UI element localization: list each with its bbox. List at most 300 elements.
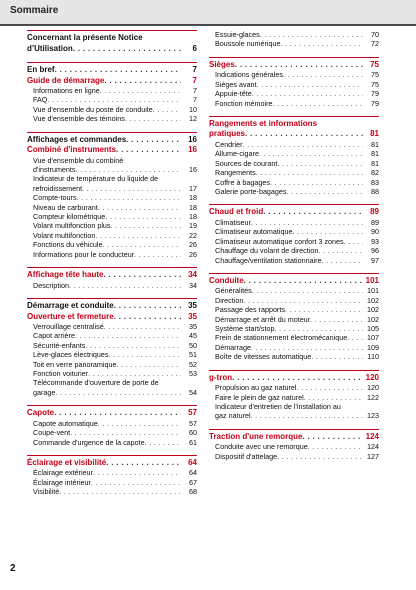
toc-section [209,57,379,108]
toc-entry[interactable] [27,240,197,249]
toc-page-number: 54 [189,387,197,397]
toc-leader-dots [85,341,181,350]
toc-entry-title: Ouverture et fermeture [27,311,114,321]
toc-entry-title: Direction [215,295,244,305]
toc-page-number: 50 [189,340,197,350]
toc-entry-title: Coupe-vent [33,428,71,438]
toc-entry[interactable] [27,95,197,104]
toc-entry[interactable] [209,246,379,255]
toc-leader-dots [125,114,181,123]
toc-entry[interactable] [27,184,197,193]
toc-leader-dots [232,373,363,384]
toc-leader-dots [243,296,363,305]
toc-entry-title: Indicateur d'entretien de l'installation au [215,401,341,411]
toc-leader-dots [59,487,181,496]
toc-leader-dots [134,250,181,259]
toc-leader-dots [270,178,363,187]
toc-section [209,370,379,421]
toc-section [27,62,197,124]
toc-entry-title: Informations en ligne [33,86,100,95]
toc-entry-title: Verrouillage centralisé [33,322,104,331]
toc-page-number: 22 [189,230,197,240]
toc-page-number: 102 [367,295,379,305]
toc-entry-title: Conduite avec une remorque [215,442,308,452]
toc-page-number: 35 [188,301,197,310]
toc-entry-title: Télécommande d'ouverture de porte de [33,378,159,388]
toc-entry-title: Rangements [215,168,256,178]
toc-page-number: 7 [193,95,197,105]
toc-entry-title: Sources de courant [215,158,278,168]
toc-entry[interactable] [27,156,197,165]
toc-right-column [209,30,379,461]
toc-chapter-heading[interactable] [27,301,197,312]
toc-leader-dots [106,458,181,469]
toc-page-number: 120 [367,383,379,393]
toc-page-number: 97 [371,255,379,265]
toc-page-number: 81 [371,149,379,159]
toc-page-number: 64 [188,457,197,467]
toc-entry-title: Volant multifonction plus [33,221,111,231]
toc-leader-dots [318,246,363,255]
toc-chapter-heading[interactable] [209,129,379,140]
toc-page-number: 89 [371,217,379,227]
toc-entry-title: Climatiseur automatique confort 3 zones [215,236,344,246]
toc-entry[interactable] [209,315,379,324]
toc-chapter-heading[interactable] [27,270,197,281]
toc-page-number: 64 [189,468,197,478]
toc-page-number: 70 [371,30,379,39]
toc-page-number: 102 [367,305,379,315]
toc-entry[interactable] [27,428,197,437]
toc-entry-title: Description [33,280,69,290]
toc-chapter-heading[interactable] [27,76,197,87]
toc-entry[interactable] [27,114,197,123]
toc-entry[interactable] [209,393,379,402]
toc-leader-dots [91,478,181,487]
toc-page-number: 6 [192,43,197,53]
toc-entry[interactable] [27,331,197,340]
toc-entry-title: Frein de stationnement électromécanique [215,333,348,343]
toc-page-number: 35 [189,322,197,331]
toc-page-number: 72 [371,39,379,49]
toc-entry-title: Indications générales [215,70,283,80]
toc-entry[interactable] [209,168,379,177]
toc-entry-title: Fonction voiturier [33,369,89,379]
toc-leader-dots [244,276,363,287]
toc-leader-dots [54,408,181,419]
toc-page-number: 110 [367,352,379,362]
toc-entry[interactable] [209,256,379,265]
toc-page-number: 18 [189,212,197,222]
toc-entry-title: Boîte de vitesses automatique [215,352,312,362]
toc-entry-title: Conduite [209,275,244,285]
toc-entry[interactable] [209,30,379,39]
toc-leader-dots [273,99,363,108]
toc-page-number: 81 [371,158,379,168]
toc-entry-title: Démarrage et arrêt du moteur [215,314,311,324]
toc-leader-dots [76,165,181,174]
toc-page-number: 67 [189,477,197,487]
toc-entry[interactable] [209,227,379,236]
toc-chapter-heading[interactable] [27,145,197,156]
toc-leader-dots [277,452,363,461]
toc-page-number: 26 [189,249,197,259]
toc-leader-dots [252,89,363,98]
toc-leader-dots [114,312,181,323]
toc-entry[interactable] [27,438,197,447]
toc-page-number: 93 [371,236,379,246]
toc-entry[interactable] [27,360,197,369]
toc-leader-dots [55,388,181,397]
toc-leader-dots [126,135,181,146]
toc-entry[interactable] [27,105,197,114]
toc-entry[interactable] [27,478,197,487]
toc-entry-title: Vue d'ensemble du poste de conduite [33,104,153,114]
toc-leader-dots [260,30,363,39]
toc-leader-dots [252,286,363,295]
toc-leader-dots [281,39,363,48]
toc-section [209,429,379,461]
toc-page-number: 124 [365,431,379,441]
toc-entry-title: Toit en verre panoramique [33,359,117,369]
toc-entry[interactable] [27,221,197,230]
toc-leader-dots [73,44,181,55]
toc-page-number: 81 [371,139,379,149]
toc-leader-dots [98,203,181,212]
toc-entry-title: Éclairage et visibilité [27,457,107,467]
toc-entry[interactable] [209,402,379,411]
toc-leader-dots [302,432,363,443]
toc-entry-title: Généralités [215,286,252,296]
toc-chapter-heading[interactable] [209,276,379,287]
toc-page-number: 101 [365,275,379,285]
toc-page-number: 16 [188,145,197,155]
toc-leader-dots [98,419,181,428]
toc-leader-dots [347,333,363,342]
toc-page-number: 7 [192,65,197,74]
toc-entry[interactable] [27,250,197,259]
toc-page-number: 12 [189,114,197,124]
toc-entry[interactable] [27,281,197,290]
toc-entry[interactable] [209,39,379,48]
toc-entry[interactable] [27,341,197,350]
toc-entry-title: Chaud et froid [209,207,264,217]
toc-section [27,455,197,497]
toc-page-number: 35 [188,311,197,321]
toc-page-number: 101 [367,286,379,296]
toc-entry-title: g-tron [209,372,233,382]
toc-page-number: 18 [189,193,197,203]
toc-entry[interactable] [209,383,379,392]
toc-page-number: 122 [367,392,379,402]
toc-leader-dots [287,187,363,196]
toc-entry-title: Affichage tête haute [27,270,104,280]
toc-page-number: 18 [189,202,197,212]
header-bar [0,0,416,26]
toc-chapter-heading[interactable] [209,373,379,384]
toc-leader-dots [275,324,363,333]
toc-entry[interactable] [27,231,197,240]
toc-leader-dots [322,256,363,265]
toc-left-column [27,30,197,497]
toc-page-number: 7 [192,75,197,85]
toc-page-number: 57 [189,418,197,428]
toc-leader-dots [277,159,363,168]
page-title: Sommaire [10,5,59,16]
toc-entry-title: Climatiseur [215,217,251,227]
toc-leader-dots [104,322,181,331]
toc-entry-title: FAQ [33,95,48,105]
toc-entry[interactable] [27,322,197,331]
toc-leader-dots [153,105,181,114]
toc-leader-dots [88,369,181,378]
toc-leader-dots [70,428,181,437]
toc-entry-title: Éclairage intérieur [33,477,91,487]
toc-chapter-heading[interactable] [27,408,197,419]
toc-page-number: 83 [371,177,379,187]
toc-entry-title: Coffre à bagages [215,177,271,187]
toc-leader-dots [251,411,363,420]
toc-section [209,30,379,49]
toc-entry[interactable] [209,178,379,187]
toc-page-number: 120 [365,372,379,382]
toc-entry[interactable] [27,369,197,378]
toc-entry[interactable] [209,411,379,420]
toc-entry[interactable] [27,203,197,212]
toc-entry[interactable] [209,333,379,342]
toc-entry-title: gaz naturel [215,411,251,421]
toc-page-number: 107 [367,333,379,343]
toc-entry-title: Visibilité [33,487,60,497]
toc-entry[interactable] [209,352,379,361]
toc-entry-title: Informations pour le conducteur [33,249,135,259]
toc-page-number: 82 [371,168,379,178]
toc-entry-title: Compteur kilométrique [33,212,106,222]
toc-page-number: 53 [189,369,197,379]
toc-leader-dots [100,86,181,95]
toc-entry-title: Vue d'ensemble du combiné [33,155,124,165]
toc-section [27,267,197,290]
toc-entry[interactable] [209,296,379,305]
toc-entry[interactable] [209,452,379,461]
toc-page-number: 102 [367,314,379,324]
toc-entry-title: Niveau de carburant [33,202,98,212]
toc-entry[interactable] [209,343,379,352]
toc-leader-dots [109,350,181,359]
toc-entry[interactable] [27,388,197,397]
toc-page-number: 52 [189,359,197,369]
toc-section [209,273,379,362]
toc-leader-dots [263,207,363,218]
toc-entry[interactable] [27,165,197,174]
toc-entry[interactable] [209,305,379,314]
toc-entry[interactable] [27,212,197,221]
toc-page-number: 81 [370,129,379,139]
toc-entry[interactable] [209,149,379,158]
toc-leader-dots [114,301,181,312]
toc-entry-title: Essuie-glaces [215,30,260,39]
toc-entry-title: Sécurité-enfants [33,340,86,350]
toc-entry-title: refroidissement [33,183,83,193]
toc-entry-title: d’Utilisation [27,43,73,53]
toc-chapter-heading[interactable] [27,458,197,469]
toc-leader-dots [103,240,181,249]
toc-entry-title: En bref [27,65,55,74]
toc-page-number: 79 [371,89,379,99]
toc-entry[interactable] [27,378,197,387]
toc-entry[interactable] [209,237,379,246]
toc-entry-title: Sièges [209,59,235,69]
toc-entry[interactable] [27,174,197,183]
toc-page-number: 88 [371,186,379,196]
toc-chapter-heading[interactable] [209,207,379,218]
toc-page-number: 124 [367,442,379,452]
toc-entry[interactable] [209,187,379,196]
toc-chapter-heading[interactable] [27,44,197,55]
toc-entry-title: Rangements et informations [209,118,318,128]
toc-entry-title: Affichages et commandes [27,134,127,144]
toc-leader-dots [251,343,363,352]
toc-section [27,298,197,397]
toc-leader-dots [55,65,181,76]
toc-page-number: 26 [189,240,197,250]
toc-leader-dots [77,193,181,202]
toc-entry[interactable] [209,89,379,98]
toc-chapter-heading[interactable] [209,432,379,443]
toc-entry-title: Boussole numérique [215,39,281,49]
toc-chapter-heading[interactable] [27,65,197,76]
toc-leader-dots [293,227,363,236]
toc-entry[interactable] [27,419,197,428]
toc-entry-title: Vue d'ensemble des témoins [33,114,125,124]
toc-entry-title: Chauffage du volant de direction [215,246,319,256]
toc-entry-title: Lève-glaces électriques [33,350,109,360]
toc-page-number: 90 [371,227,379,237]
toc-leader-dots [145,438,181,447]
toc-leader-dots [117,360,181,369]
toc-leader-dots [95,231,181,240]
toc-entry[interactable] [27,468,197,477]
toc-leader-dots [116,145,181,156]
toc-entry[interactable] [209,218,379,227]
toc-entry[interactable] [209,442,379,451]
toc-entry[interactable] [27,350,197,359]
toc-entry-title: Combiné d'instruments [27,145,117,155]
toc-page-number: 16 [188,134,197,144]
toc-leader-dots [104,76,181,87]
toc-entry[interactable] [209,140,379,149]
toc-entry-title: Fonction mémoire [215,98,273,108]
toc-page-number: 123 [367,411,379,421]
toc-entry-title: Galerie porte-bagages [215,186,287,196]
toc-page-number: 75 [370,59,379,69]
toc-page-number: 16 [189,165,197,175]
toc-page-number: 68 [189,487,197,497]
toc-chapter-heading[interactable] [27,312,197,323]
toc-chapter-heading[interactable] [27,33,197,44]
toc-page-number: 34 [188,270,197,280]
toc-page-number: 127 [367,451,379,461]
toc-entry[interactable] [27,487,197,496]
toc-leader-dots [243,140,363,149]
toc-entry-title: Traction d'une remorque [209,431,303,441]
toc-page-number: 10 [189,104,197,114]
toc-section [209,204,379,265]
toc-chapter-heading[interactable] [209,60,379,71]
toc-page-number: 109 [367,342,379,352]
toc-entry-title: Volant multifonction [33,230,96,240]
toc-entry-title: Système start/stop [215,324,275,334]
toc-leader-dots [308,442,363,451]
toc-entry-title: Capote automatique [33,418,98,428]
toc-page-number: 17 [189,183,197,193]
toc-section [209,116,379,196]
toc-page-number: 57 [188,408,197,418]
toc-entry-title: Fonctions du véhicule [33,240,103,250]
toc-page-number: 60 [189,428,197,438]
toc-entry[interactable] [209,70,379,79]
toc-leader-dots [105,212,181,221]
toc-page-number: 61 [189,437,197,447]
toc-page-number: 96 [371,246,379,256]
toc-entry-title: Capot arrière [33,331,75,341]
toc-entry-title: Propulsion au gaz naturel [215,383,297,393]
toc-leader-dots [235,60,363,71]
page-number: 2 [10,563,16,574]
toc-leader-dots [69,281,181,290]
toc-leader-dots [75,331,181,340]
toc-leader-dots [93,468,181,477]
toc-entry[interactable] [209,80,379,89]
toc-leader-dots [310,315,363,324]
toc-section [27,30,197,54]
toc-page-number: 19 [189,221,197,231]
toc-chapter-heading[interactable] [209,119,379,130]
toc-entry[interactable] [27,86,197,95]
toc-leader-dots [311,352,363,361]
toc-entry[interactable] [209,99,379,108]
toc-entry[interactable] [209,159,379,168]
toc-entry-title: Appuie-tête [215,89,252,99]
toc-leader-dots [82,184,181,193]
toc-leader-dots [259,149,363,158]
toc-leader-dots [344,237,363,246]
toc-entry-title: d'instruments [33,165,76,175]
toc-entry-title: Indicateur de température du liquide de [33,174,159,184]
toc-leader-dots [245,129,363,140]
toc-entry[interactable] [209,324,379,333]
toc-section [27,132,197,259]
toc-entry-title: Dispositif d'attelage [215,451,278,461]
toc-entry-title: Allume-cigare [215,149,259,159]
toc-page-number: 7 [193,86,197,95]
toc-entry-title: Concernant la présente Notice [27,33,143,42]
toc-entry-title: Chauffage/ventilation stationnaire [215,255,322,265]
toc-leader-dots [297,383,363,392]
toc-chapter-heading[interactable] [27,135,197,146]
toc-page-number: 75 [371,79,379,89]
toc-entry-title: Cendrier [215,139,243,149]
toc-leader-dots [257,80,363,89]
toc-entry[interactable] [209,286,379,295]
toc-page-number: 34 [189,280,197,290]
toc-leader-dots [111,221,181,230]
toc-page-number: 75 [371,70,379,80]
toc-entry-title: garage [33,387,56,397]
toc-entry[interactable] [27,193,197,202]
toc-entry-title: pratiques [209,129,246,139]
toc-entry-title: Démarrage et conduite [27,301,114,310]
